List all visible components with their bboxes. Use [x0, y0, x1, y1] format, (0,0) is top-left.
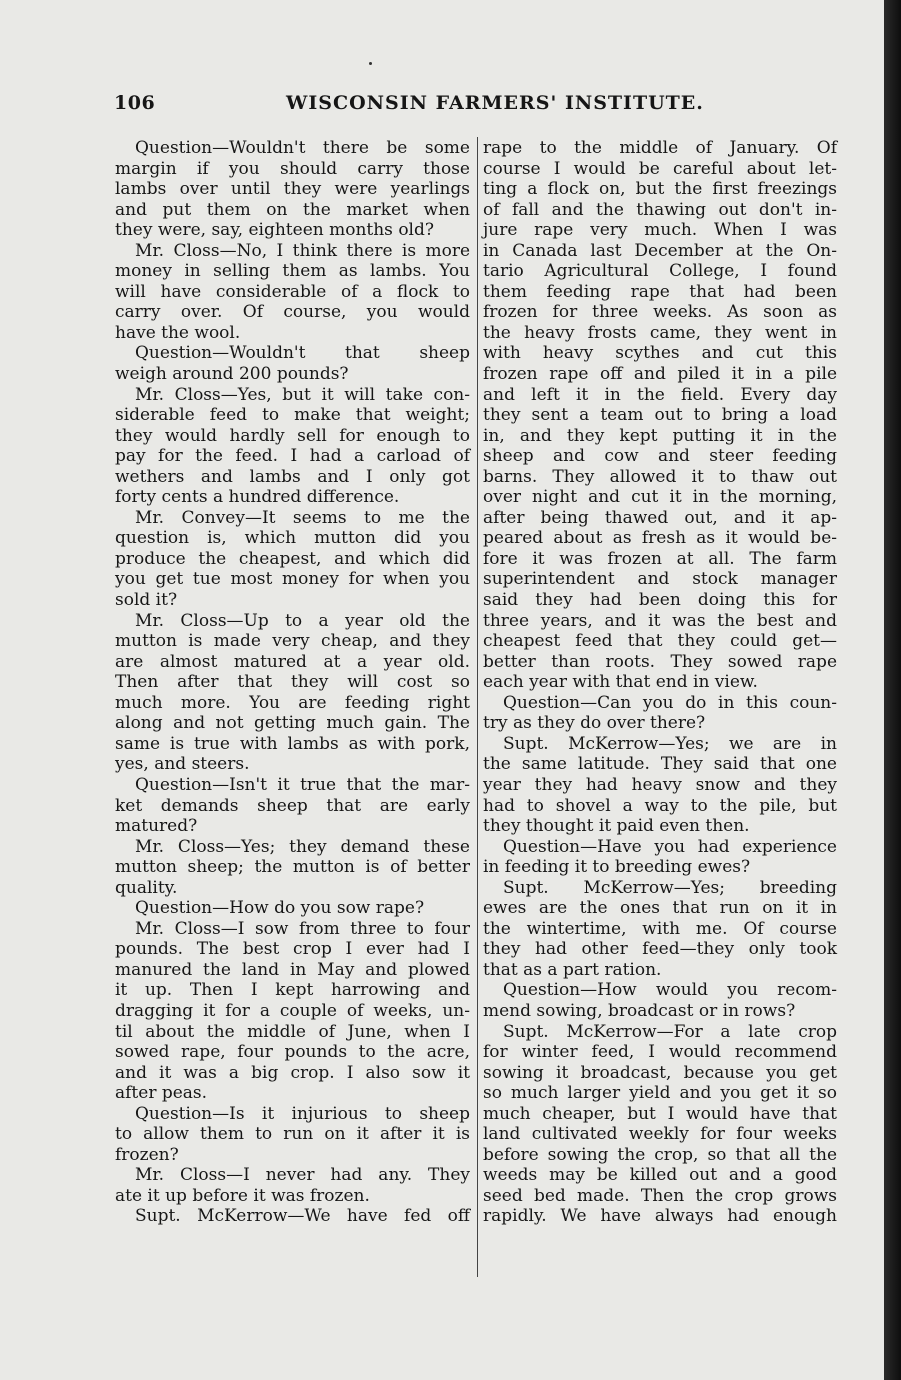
- text-line: tario Agricultural College, I found: [483, 261, 837, 282]
- text-line: ket demands sheep that are early: [115, 795, 470, 816]
- text-line: Mr. Closs—No, I think there is more: [135, 240, 470, 261]
- text-line: Question—Isn't it true that the mar-: [135, 774, 470, 795]
- text-line: til about the middle of June, when I: [115, 1021, 470, 1042]
- text-line: Question—How would you recom-: [503, 980, 837, 1001]
- text-line: Mr. Closs—I sow from three to four: [135, 918, 470, 939]
- text-line: Supt. McKerrow—Yes; breeding: [503, 877, 837, 898]
- text-line: mutton is made very cheap, and they: [115, 631, 470, 652]
- text-line: pounds. The best crop I ever had I: [115, 939, 470, 960]
- text-line: fore it was frozen at all. The farm: [483, 548, 837, 569]
- text-line: sowing it broadcast, because you get: [483, 1062, 837, 1083]
- ink-speck: [369, 62, 372, 65]
- text-line: frozen?: [115, 1144, 179, 1165]
- text-line: after being thawed out, and it ap-: [483, 507, 837, 528]
- page-number: 106: [114, 92, 156, 114]
- text-line: question is, which mutton did you: [115, 528, 470, 549]
- text-line: them feeding rape that had been: [483, 281, 837, 302]
- text-line: frozen for three weeks. As soon as: [483, 302, 837, 323]
- text-line: dragging it for a couple of weeks, un-: [115, 1000, 470, 1021]
- text-line: said they had been doing this for: [483, 590, 837, 611]
- text-line: manured the land in May and plowed: [115, 959, 470, 980]
- text-line: ewes are the ones that run on it in: [483, 898, 837, 919]
- text-line: peared about as fresh as it would be-: [483, 528, 837, 549]
- text-line: they sent a team out to bring a load: [483, 405, 837, 426]
- text-line: Question—How do you sow rape?: [135, 898, 425, 919]
- text-line: mutton sheep; the mutton is of better: [115, 857, 470, 878]
- text-line: frozen rape off and piled it in a pile: [483, 364, 837, 385]
- text-line: jure rape very much. When I was: [483, 220, 837, 241]
- text-line: matured?: [115, 816, 198, 837]
- text-line: that as a part ration.: [483, 959, 662, 980]
- text-line: for winter feed, I would recommend: [483, 1042, 837, 1063]
- text-line: year they had heavy snow and they: [483, 774, 837, 795]
- text-line: Supt. McKerrow—We have fed off: [135, 1206, 470, 1227]
- text-line: of fall and the thawing out don't in-: [483, 199, 837, 220]
- text-line: siderable feed to make that weight;: [115, 405, 470, 426]
- text-line: sheep and cow and steer feeding: [483, 446, 837, 467]
- text-line: are almost matured at a year old.: [115, 651, 470, 672]
- text-line: Mr. Closs—Yes, but it will take con-: [135, 384, 470, 405]
- text-line: Then after that they will cost so: [115, 672, 470, 693]
- text-line: Question—Is it injurious to sheep: [135, 1103, 470, 1124]
- text-line: the wintertime, with me. Of course: [483, 918, 837, 939]
- text-line: each year with that end in view.: [483, 672, 758, 693]
- text-line: they had other feed—they only took: [483, 939, 837, 960]
- text-line: the same latitude. They said that one: [483, 754, 837, 775]
- text-line: with heavy scythes and cut this: [483, 343, 837, 364]
- column-divider: [477, 137, 478, 1277]
- text-line: three years, and it was the best and: [483, 610, 837, 631]
- right-text-column: [483, 138, 837, 1227]
- text-line: margin if you should carry those: [115, 158, 470, 179]
- text-line: yes, and steers.: [115, 754, 250, 775]
- text-line: try as they do over there?: [483, 713, 706, 734]
- text-line: produce the cheapest, and which did: [115, 548, 470, 569]
- text-line: wethers and lambs and I only got: [115, 466, 470, 487]
- text-line: they were, say, eighteen months old?: [115, 220, 434, 241]
- text-line: had to shovel a way to the pile, but: [483, 795, 837, 816]
- text-line: Mr. Closs—Yes; they demand these: [135, 836, 470, 857]
- text-line: so much larger yield and you get it so: [483, 1083, 837, 1104]
- text-line: before sowing the crop, so that all the: [483, 1144, 837, 1165]
- text-line: carry over. Of course, you would: [115, 302, 470, 323]
- text-line: to allow them to run on it after it is: [115, 1124, 470, 1145]
- text-line: Question—Wouldn't that sheep: [135, 343, 470, 364]
- text-line: Supt. McKerrow—Yes; we are in: [503, 733, 837, 754]
- text-line: barns. They allowed it to thaw out: [483, 466, 837, 487]
- text-line: weigh around 200 pounds?: [115, 364, 349, 385]
- text-line: and it was a big crop. I also sow it: [115, 1062, 470, 1083]
- text-line: in Canada last December at the On-: [483, 240, 837, 261]
- text-line: have the wool.: [115, 322, 241, 343]
- text-line: superintendent and stock manager: [483, 569, 837, 590]
- text-line: much more. You are feeding right: [115, 692, 470, 713]
- text-line: mend sowing, broadcast or in rows?: [483, 1000, 796, 1021]
- text-line: in, and they kept putting it in the: [483, 425, 837, 446]
- text-line: seed bed made. Then the crop grows: [483, 1185, 837, 1206]
- text-line: pay for the feed. I had a carload of: [115, 446, 470, 467]
- text-line: lambs over until they were yearlings: [115, 179, 470, 200]
- text-line: rapidly. We have always had enough: [483, 1206, 837, 1227]
- text-line: along and not getting much gain. The: [115, 713, 470, 734]
- text-line: the heavy frosts came, they went in: [483, 322, 837, 343]
- text-line: Mr. Closs—I never had any. They: [135, 1165, 470, 1186]
- text-line: weeds may be killed out and a good: [483, 1165, 837, 1186]
- text-line: ate it up before it was frozen.: [115, 1185, 370, 1206]
- text-line: land cultivated weekly for four weeks: [483, 1124, 837, 1145]
- text-line: they would hardly sell for enough to: [115, 425, 470, 446]
- text-line: quality.: [115, 877, 178, 898]
- text-line: better than roots. They sowed rape: [483, 651, 837, 672]
- text-line: over night and cut it in the morning,: [483, 487, 837, 508]
- text-line: sold it?: [115, 590, 178, 611]
- text-line: after peas.: [115, 1083, 208, 1104]
- text-line: and put them on the market when: [115, 199, 470, 220]
- text-line: and left it in the field. Every day: [483, 384, 837, 405]
- text-line: it up. Then I kept harrowing and: [115, 980, 470, 1001]
- text-line: they thought it paid even then.: [483, 816, 750, 837]
- text-line: course I would be careful about let-: [483, 158, 837, 179]
- text-line: Question—Wouldn't there be some: [135, 138, 470, 158]
- text-line: same is true with lambs as with pork,: [115, 733, 470, 754]
- left-text-column: [115, 138, 470, 1227]
- text-line: Mr. Closs—Up to a year old the: [135, 610, 470, 631]
- text-line: Supt. McKerrow—For a late crop: [503, 1021, 837, 1042]
- text-line: Question—Have you had experience: [503, 836, 837, 857]
- text-line: rape to the middle of January. Of: [483, 138, 837, 158]
- text-line: cheapest feed that they could get—: [483, 631, 837, 652]
- page-header: [114, 92, 704, 118]
- text-line: money in selling them as lambs. You: [115, 261, 470, 282]
- page-edge-shadow: [884, 0, 901, 1380]
- text-line: ting a flock on, but the first freezings: [483, 179, 837, 200]
- text-line: Mr. Convey—It seems to me the: [135, 507, 470, 528]
- text-line: Question—Can you do in this coun-: [503, 692, 837, 713]
- running-title: WISCONSIN FARMERS' INSTITUTE.: [286, 92, 704, 114]
- text-line: will have considerable of a flock to: [115, 281, 470, 302]
- text-line: you get tue most money for when you: [115, 569, 470, 590]
- text-line: in feeding it to breeding ewes?: [483, 857, 751, 878]
- text-line: much cheaper, but I would have that: [483, 1103, 837, 1124]
- text-line: sowed rape, four pounds to the acre,: [115, 1042, 470, 1063]
- text-line: forty cents a hundred difference.: [115, 487, 400, 508]
